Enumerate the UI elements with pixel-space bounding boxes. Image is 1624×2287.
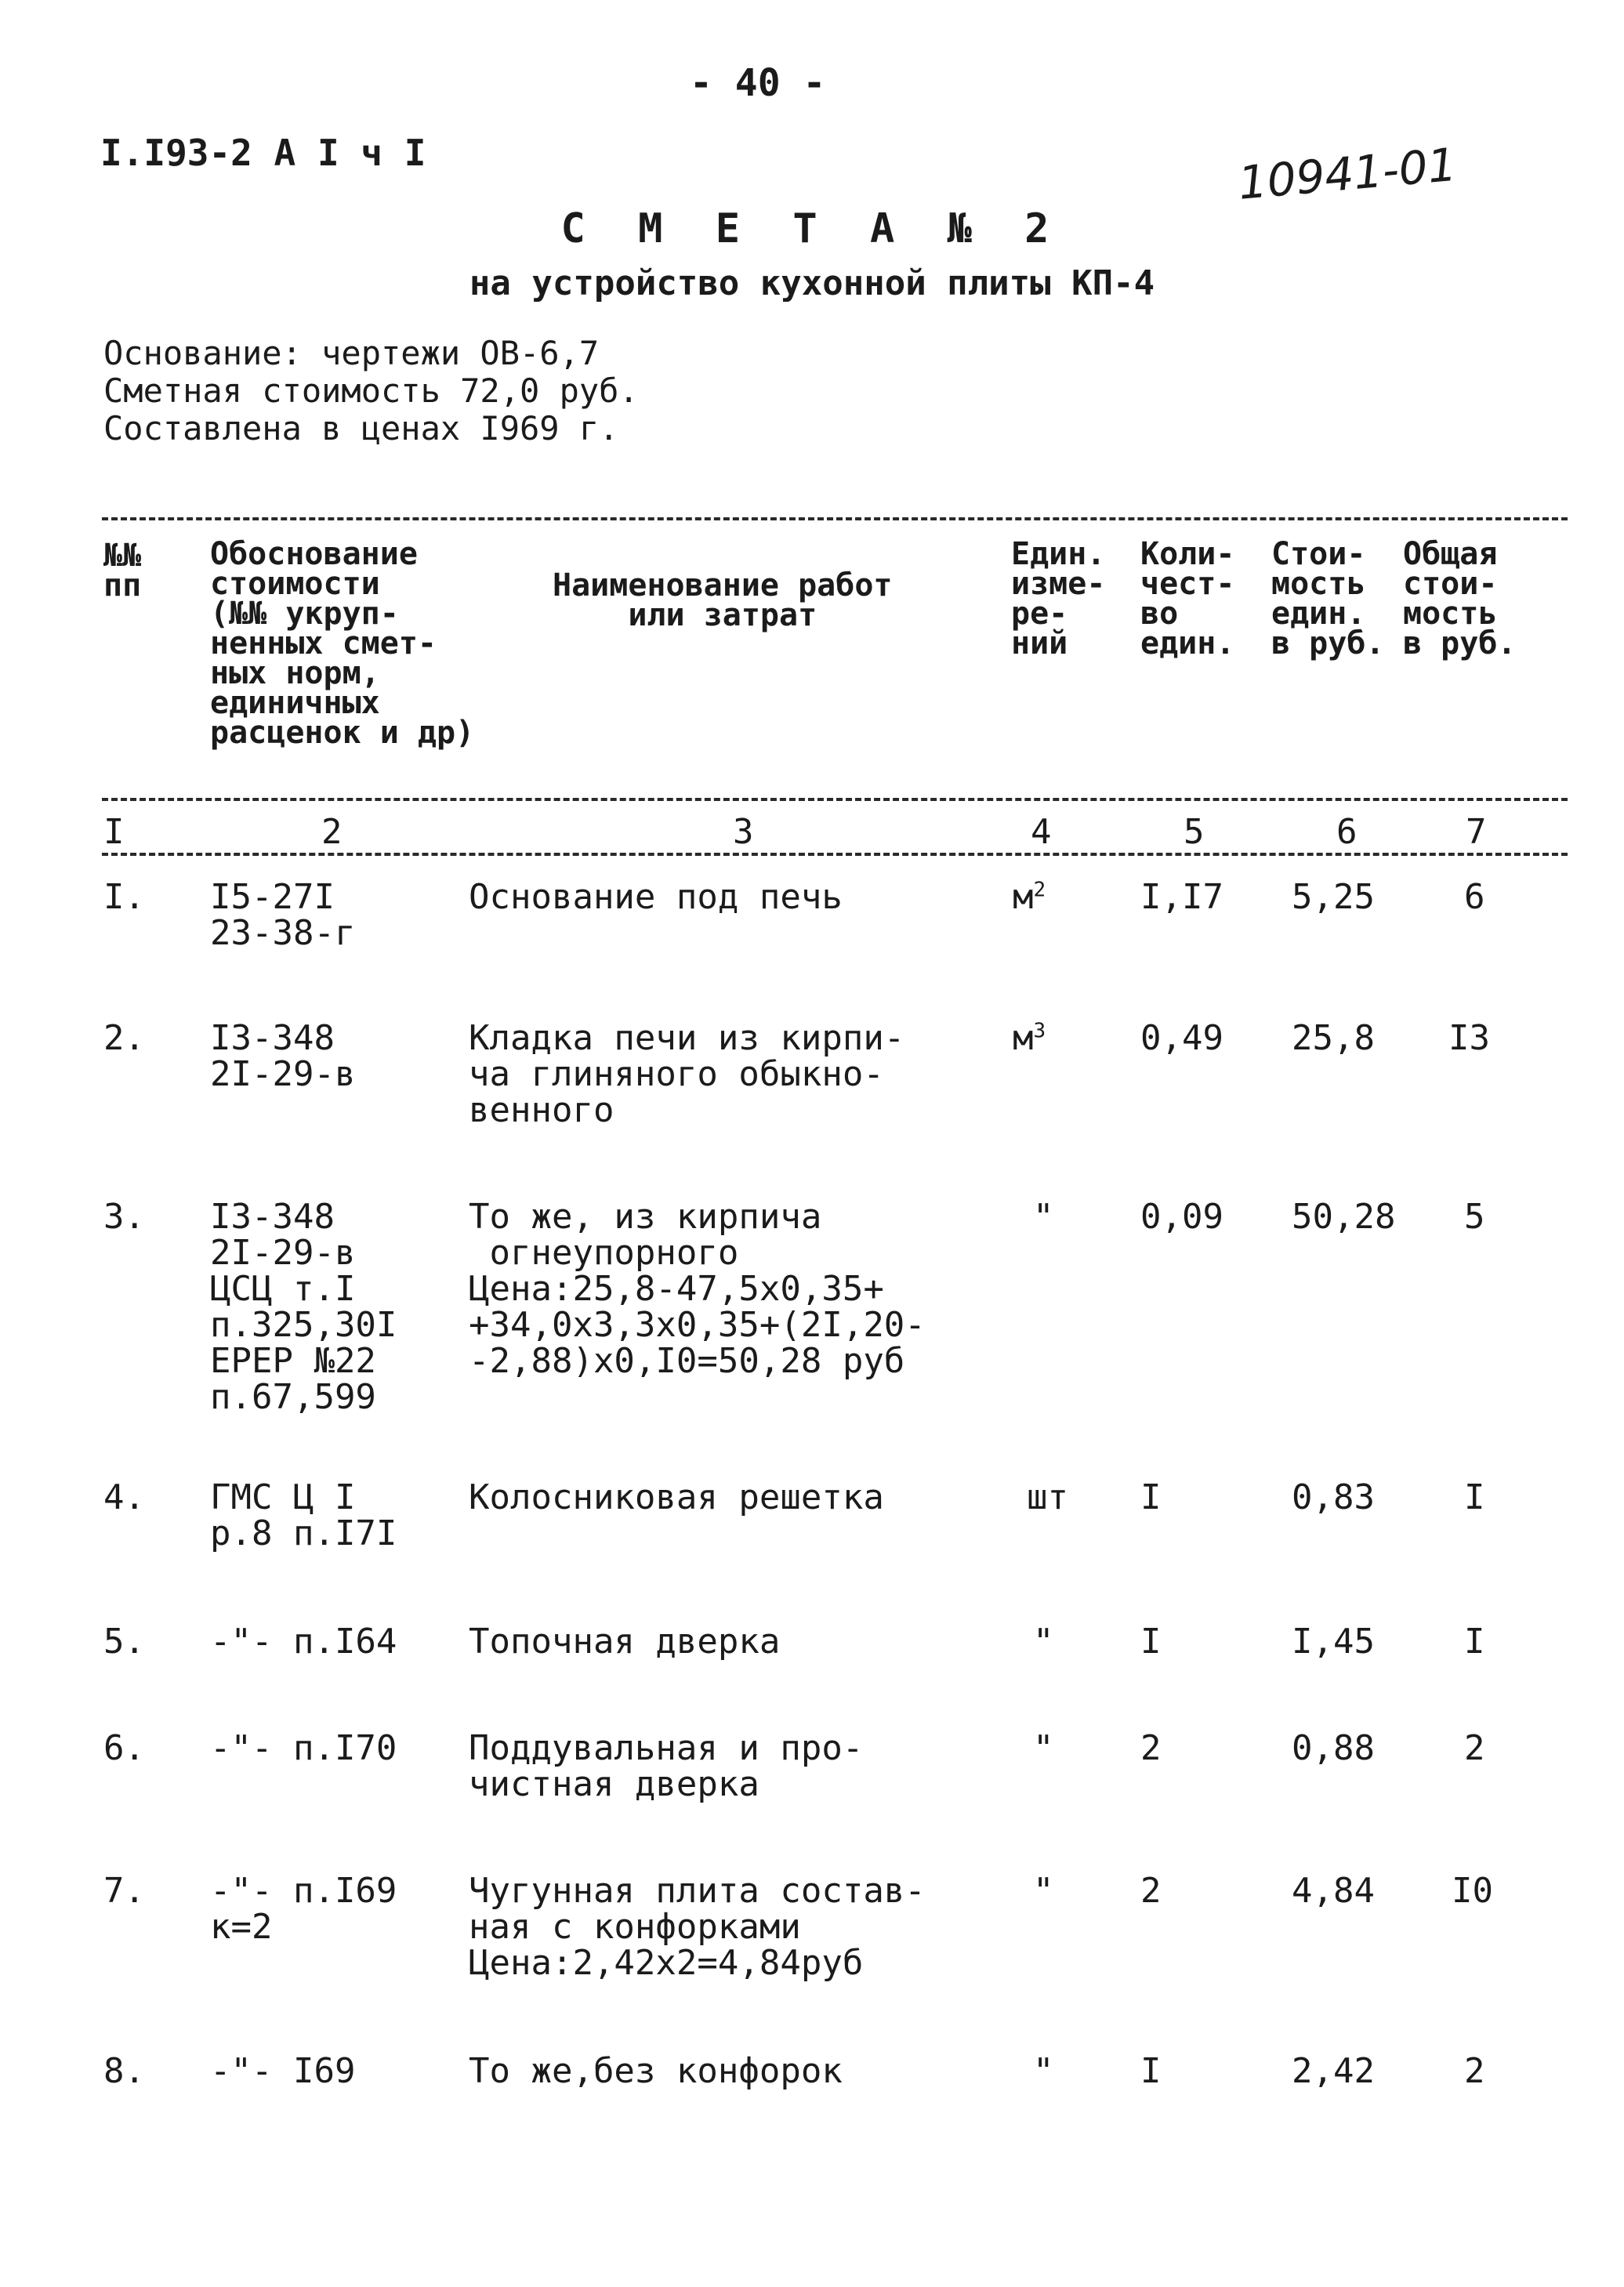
row-total: I3	[1448, 1018, 1490, 1058]
row-quantity: 0,49	[1140, 1018, 1223, 1058]
row-number: 2.	[103, 1018, 145, 1058]
row-basis: -"- п.I69 к=2	[210, 1871, 397, 1947]
page-number: - 40 -	[690, 61, 826, 105]
unit-text: "	[1033, 1197, 1054, 1237]
row-name: Кладка печи из кирпи- ча глиняного обыкно- венного	[469, 1018, 905, 1130]
estimate-title: С М Е Т А № 2	[560, 205, 1064, 252]
unit-superscript: 3	[1033, 1019, 1046, 1043]
row-name: То же, из кирпича огнеупорного Цена:25,8-47,5х0,35+ +34,0х3,3х0,35+(2I,20- -2,88)х0,I0=50,28 руб	[469, 1197, 926, 1381]
unit-text: "	[1033, 1728, 1054, 1768]
row-unit	[1033, 1728, 1054, 1768]
column-number-3: 3	[733, 812, 754, 852]
row-basis: -"- I69	[210, 2051, 356, 2091]
row-basis: I5-27I 23-38-г	[210, 877, 356, 953]
row-total: 2	[1464, 1728, 1485, 1768]
unit-text: м	[1013, 877, 1034, 917]
row-unit	[1013, 879, 1046, 915]
row-quantity: I	[1140, 1477, 1162, 1517]
row-total: I0	[1452, 1871, 1493, 1911]
row-total: I	[1464, 1622, 1485, 1662]
row-unit-price: 2,42	[1292, 2051, 1375, 2091]
column-number-7: 7	[1466, 812, 1487, 852]
row-number: 7.	[103, 1871, 145, 1911]
row-quantity: 2	[1140, 1728, 1162, 1768]
prices-line: Составлена в ценах I969 г.	[103, 409, 619, 448]
row-name: То же,без конфорок	[469, 2051, 843, 2091]
column-number-1: I	[103, 812, 125, 852]
row-name: Основание под печь	[469, 877, 843, 917]
row-basis: I3-348 2I-29-в	[210, 1018, 356, 1094]
column-number-5: 5	[1184, 812, 1205, 852]
column-number-4: 4	[1031, 812, 1052, 852]
row-quantity: 2	[1140, 1871, 1162, 1911]
row-unit	[1033, 2053, 1054, 2089]
row-unit-price: 5,25	[1292, 877, 1375, 917]
header-col-5: Коли- чест- во един.	[1140, 536, 1235, 661]
row-unit	[1033, 1199, 1054, 1235]
basis-line: Основание: чертежи ОВ-6,7	[103, 334, 600, 372]
row-quantity: I	[1140, 2051, 1162, 2091]
row-total: 6	[1464, 877, 1485, 917]
cost-line: Сметная стоимость 72,0 руб.	[103, 372, 639, 410]
row-unit-price: 0,83	[1292, 1477, 1375, 1517]
row-unit-price: 0,88	[1292, 1728, 1375, 1768]
row-number: 3.	[103, 1197, 145, 1237]
unit-text: шт	[1027, 1477, 1068, 1517]
row-basis: ГМС Ц I р.8 п.I7I	[210, 1477, 397, 1553]
header-col-7: Общая стои- мость в руб.	[1403, 536, 1517, 661]
row-total: 5	[1464, 1197, 1485, 1237]
row-unit-price: 25,8	[1292, 1018, 1375, 1058]
column-number-2: 2	[321, 812, 343, 852]
unit-text: "	[1033, 2051, 1054, 2091]
row-unit-price: 50,28	[1292, 1197, 1396, 1237]
unit-text: "	[1033, 1871, 1054, 1911]
column-number-6: 6	[1336, 812, 1358, 852]
row-name: Поддувальная и про- чистная дверка	[469, 1728, 864, 1804]
document-id: I.I93-2 А I ч I	[100, 132, 426, 174]
row-basis: -"- п.I64	[210, 1622, 397, 1662]
row-quantity: I,I7	[1140, 877, 1223, 917]
row-unit	[1033, 1873, 1054, 1909]
unit-text: "	[1033, 1622, 1054, 1662]
row-name: Топочная дверка	[469, 1622, 781, 1662]
header-col-1: №№ пп	[103, 538, 142, 603]
header-col-6: Стои- мость един. в руб.	[1271, 536, 1385, 661]
unit-text: м	[1013, 1018, 1034, 1058]
row-unit	[1033, 1624, 1054, 1660]
header-col-3: Наименование работ или затрат	[553, 567, 893, 633]
row-quantity: 0,09	[1140, 1197, 1223, 1237]
row-unit	[1013, 1020, 1046, 1057]
row-number: 5.	[103, 1622, 145, 1662]
row-unit-price: 4,84	[1292, 1871, 1375, 1911]
header-col-4: Един. изме- ре- ний	[1011, 536, 1106, 661]
row-number: 6.	[103, 1728, 145, 1768]
header-bottom-rule	[102, 798, 1568, 801]
row-basis: -"- п.I70	[210, 1728, 397, 1768]
row-total: 2	[1464, 2051, 1485, 2091]
row-number: I.	[103, 877, 145, 917]
row-quantity: I	[1140, 1622, 1162, 1662]
handwritten-number: 10941-01	[1236, 137, 1459, 210]
estimate-subtitle: на устройство кухонной плиты КП-4	[469, 263, 1155, 303]
row-unit-price: I,45	[1292, 1622, 1375, 1662]
row-name: Колосниковая решетка	[469, 1477, 884, 1517]
table-top-rule	[102, 517, 1568, 520]
row-number: 8.	[103, 2051, 145, 2091]
header-col-2: Обоснование стоимости (№№ укруп- ненных смет- ных норм, единичных расценок и др)	[210, 536, 475, 751]
unit-superscript: 2	[1033, 878, 1046, 902]
row-number: 4.	[103, 1477, 145, 1517]
row-unit	[1027, 1477, 1068, 1517]
row-total: I	[1464, 1477, 1485, 1517]
row-name: Чугунная плита состав- ная с конфорками Цена:2,42х2=4,84руб	[469, 1871, 926, 1983]
column-number-rule	[102, 853, 1568, 856]
row-basis: I3-348 2I-29-в ЦСЦ т.I п.325,30I ЕРЕР №22 п.67,599	[210, 1197, 397, 1417]
